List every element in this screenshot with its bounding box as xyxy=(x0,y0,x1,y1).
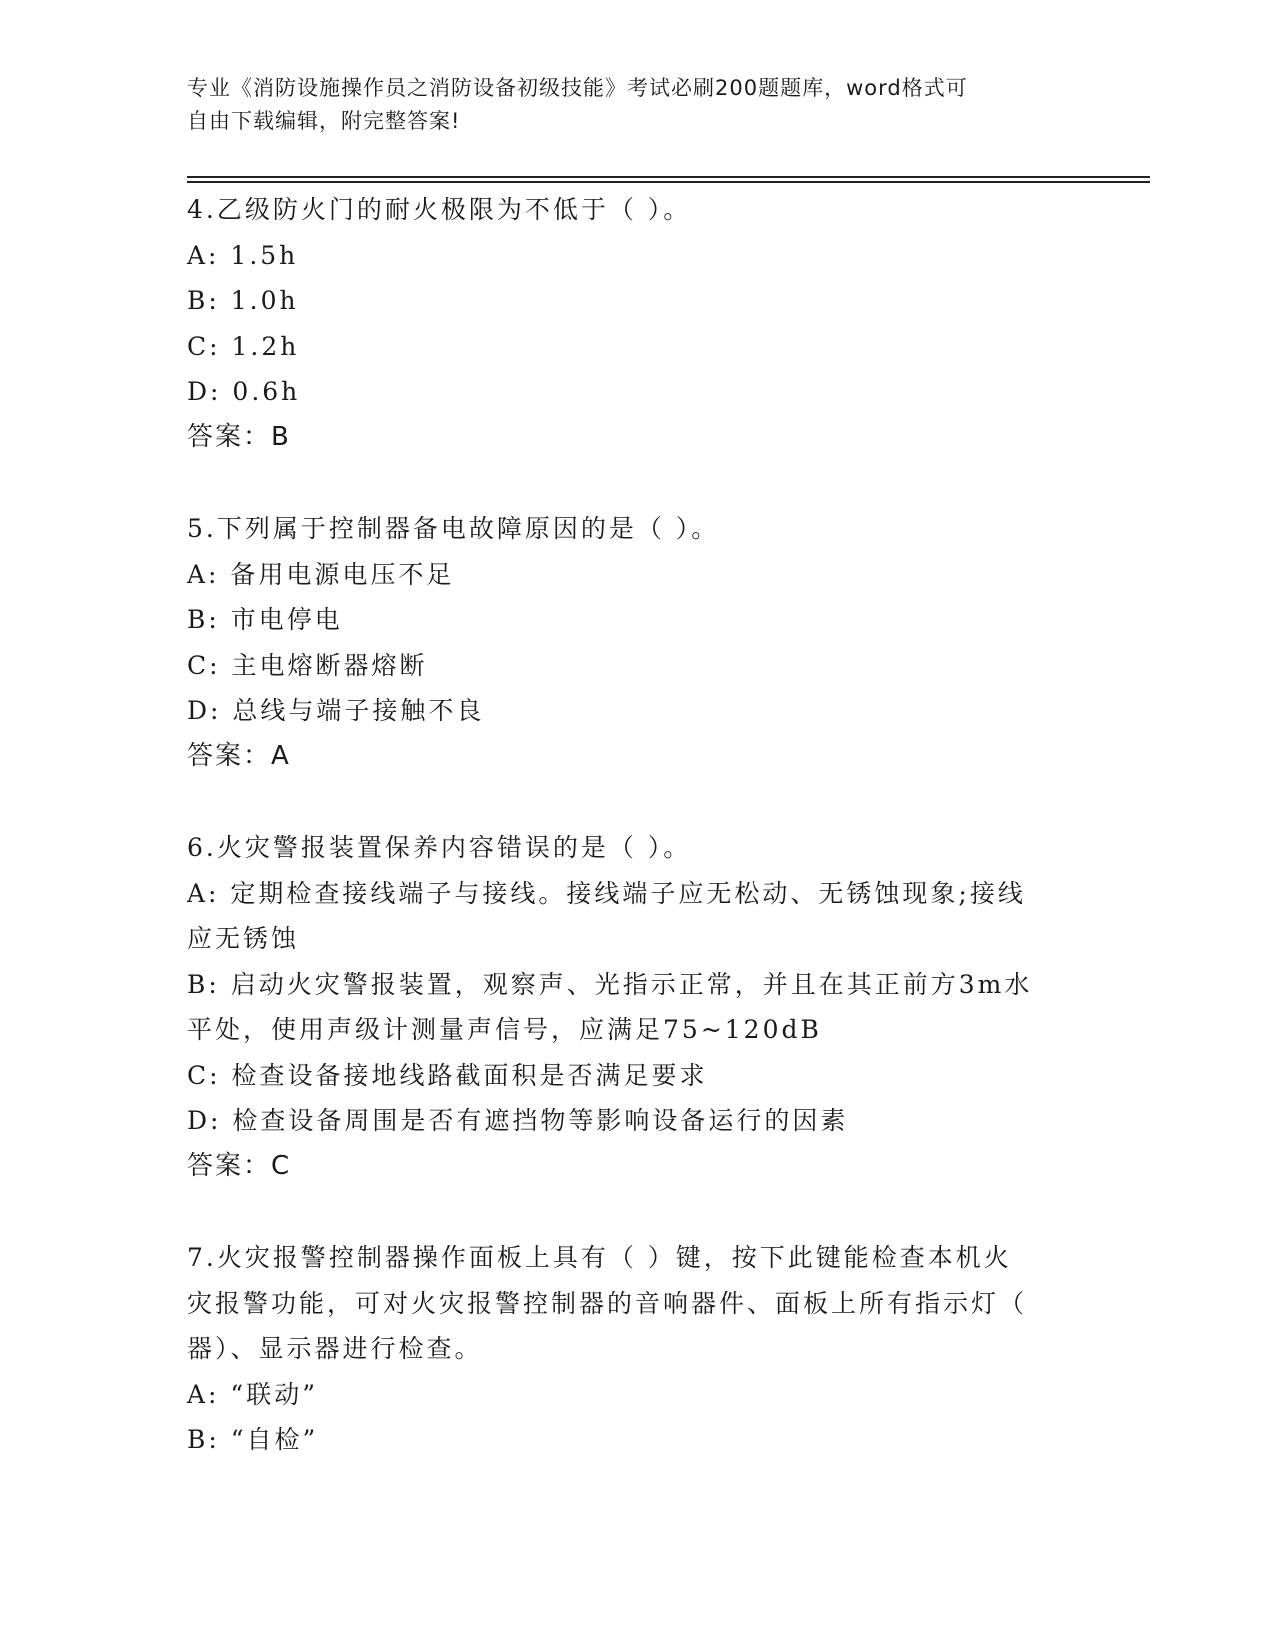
option-d: D: 检查设备周围是否有遮挡物等影响设备运行的因素 xyxy=(187,1106,849,1135)
option-a: A: 1.5h xyxy=(187,240,299,270)
header-line-2: 自由下载编辑，附完整答案! xyxy=(187,109,461,133)
option-c: C: 主电熔断器熔断 xyxy=(187,650,428,680)
question-stem-continued: 灾报警功能，可对火灾报警控制器的音响器件、面板上所有指示灯（ xyxy=(187,1288,1028,1318)
answer-line: 答案：B xyxy=(187,421,291,452)
question-7 xyxy=(187,1235,1067,1463)
option-b: B: 市电停电 xyxy=(187,605,343,634)
question-stem: 7.火灾报警控制器操作面板上具有（ ）键，按下此键能检查本机火 xyxy=(187,1243,1012,1272)
option-b: B: 1.0h xyxy=(187,286,299,315)
question-stem-continued: 器）、显示器进行检查。 xyxy=(187,1334,483,1363)
question-4 xyxy=(187,187,1067,460)
answer-line: 答案：A xyxy=(187,740,291,771)
question-stem: 4.乙级防火门的耐火极限为不低于（ ）。 xyxy=(187,195,692,224)
question-5 xyxy=(187,506,1067,779)
answer-line: 答案：C xyxy=(187,1150,292,1181)
document-header xyxy=(187,72,1067,138)
question-stem: 6.火灾警报装置保养内容错误的是（ ）。 xyxy=(187,833,692,862)
option-a: A: 定期检查接线端子与接线。接线端子应无松动、无锈蚀现象;接线 xyxy=(187,878,1026,908)
question-stem: 5.下列属于控制器备电故障原因的是（ ）。 xyxy=(187,514,720,543)
option-a: A: 备用电源电压不足 xyxy=(187,559,455,589)
header-line-1: 专业《消防设施操作员之消防设备初级技能》考试必刷200题题库，word格式可 xyxy=(187,76,968,100)
option-c: C: 检查设备接地线路截面积是否满足要求 xyxy=(187,1060,708,1090)
option-d: D: 0.6h xyxy=(187,377,301,406)
header-divider-bottom xyxy=(187,181,1150,183)
option-a: A: “联动” xyxy=(187,1379,318,1409)
header-divider-top xyxy=(187,176,1150,178)
option-d: D: 总线与端子接触不良 xyxy=(187,696,485,725)
option-a-continued: 应无锈蚀 xyxy=(187,924,300,953)
option-b-continued: 平处，使用声级计测量声信号，应满足75~120dB xyxy=(187,1015,822,1044)
option-b: B: “自检” xyxy=(187,1425,319,1454)
option-c: C: 1.2h xyxy=(187,331,300,361)
question-list xyxy=(187,187,1067,1509)
question-6 xyxy=(187,825,1067,1189)
option-b: B: 启动火灾警报装置，观察声、光指示正常，并且在其正前方3m水 xyxy=(187,969,1033,999)
